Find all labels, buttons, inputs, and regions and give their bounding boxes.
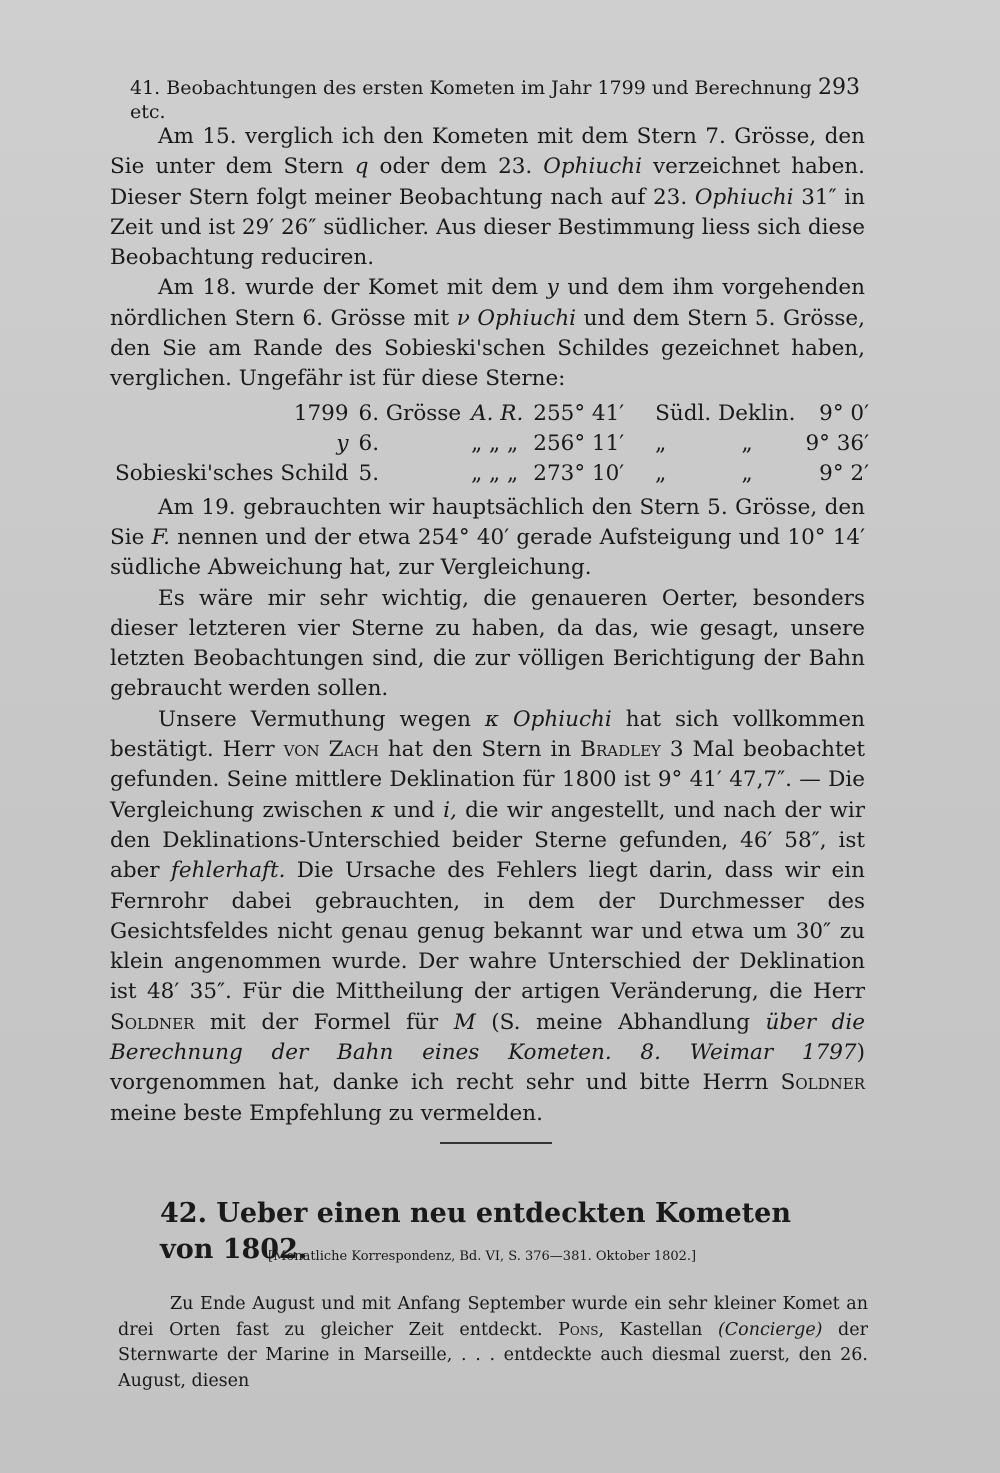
declination: 9° 0′	[819, 400, 869, 426]
person-name: Soldner	[780, 1070, 865, 1096]
text-run: mit der Formel für	[194, 1009, 454, 1035]
star-table	[110, 399, 874, 489]
ra-label: A. R.	[471, 400, 524, 426]
ra-label: „ „ „	[471, 460, 519, 486]
person-name: Pons	[558, 1319, 599, 1340]
text-run: verzeichnet haben. Dieser Stern folgt meiner Beobachtung nach auf 23.	[110, 154, 865, 210]
paragraph-1	[110, 122, 865, 273]
text-run: Unsere Vermuthung wegen	[158, 706, 485, 732]
paragraph-5	[110, 705, 865, 1129]
text-run: Am 18. wurde der Komet mit dem	[158, 275, 547, 301]
right-ascension: 255° 41′	[533, 400, 625, 426]
text-run: und dem Stern 5. Grösse, den Sie am Rande des Sobieski'schen Schildes gezeichnet haben, verglichen. Ungefähr ist für diese Sterne:	[110, 305, 865, 392]
text-run: κ Ophiuchi	[484, 706, 612, 732]
person-name: Bradley	[580, 737, 661, 763]
text-run: ν Ophiuchi	[456, 305, 577, 331]
text-run: Ophiuchi	[694, 184, 794, 210]
text-run: , Kastellan	[598, 1319, 718, 1340]
text-run: hat den Stern in	[378, 737, 581, 763]
text-run: (Concierge)	[717, 1319, 823, 1340]
text-run: 3 Mal beobachtet gefunden. Seine mittlere Deklination für 1800 ist 9° 41′ 47,7″. — Die Vergleichung zwischen	[110, 737, 866, 823]
text-run: q	[354, 154, 369, 180]
decl-label: „ „	[655, 460, 753, 486]
star-name: 1799	[293, 400, 349, 426]
text-run: fehlerhaft.	[170, 858, 286, 884]
text-run: der Sternwarte der Marine in Marseille, . . . entdeckte auch diesmal zuerst, den 26. August, diesen	[118, 1319, 868, 1391]
text-run: Am 19. gebrauchten wir hauptsächlich den Stern 5. Grösse, den Sie	[110, 494, 865, 550]
paragraph-4: Es wäre mir sehr wichtig, die genaueren Oerter, besonders dieser letzteren vier Sterne zu haben, da das, wie gesagt, unsere letzten Beobachtungen sind, die zur völligen Berichtigung der Bahn gebraucht werden sollen.	[110, 585, 865, 702]
table-row	[110, 399, 874, 429]
star-name: Sobieski'sches Schild	[115, 460, 349, 486]
table-row	[110, 459, 874, 489]
text-run: F.	[151, 524, 170, 550]
text-run: oder dem 23.	[368, 154, 544, 180]
section-title: 42. Ueber einen neu entdeckten Kometen von 1802.	[160, 1198, 791, 1265]
person-name: von Zach	[283, 737, 379, 763]
section-source: [Monatliche Korrespondenz, Bd. VI, S. 376—381. Oktober 1802.]	[268, 1249, 697, 1264]
declination: 9° 36′	[805, 430, 869, 456]
page-number: 293	[818, 75, 860, 100]
person-name: Soldner	[110, 1009, 195, 1035]
text-run: κ	[370, 797, 385, 823]
running-title: 41. Beobachtungen des ersten Kometen im Jahr 1799 und Berechnung etc.	[130, 77, 812, 123]
text-run: Ophiuchi	[543, 154, 642, 180]
text-run: über die Berechnung der Bahn eines Kometen. 8. Weimar 1797	[110, 1009, 866, 1066]
section-divider	[440, 1142, 552, 1144]
paragraph-2	[110, 273, 865, 394]
paragraph-3	[110, 493, 865, 584]
text-run: 31″ in Zeit und ist 29′ 26″ südlicher. Aus dieser Bestimmung liess sich diese Beobachtung reduciren.	[110, 184, 866, 271]
text-run: nennen und der etwa 254° 40′ gerade Aufsteigung und 10° 14′ südliche Abweichung hat, zur Vergleichung.	[110, 524, 865, 581]
declination: 9° 2′	[819, 460, 869, 486]
star-name: y	[336, 430, 349, 456]
paragraph-6	[118, 1292, 868, 1394]
right-ascension: 273° 10′	[533, 460, 625, 486]
decl-label: Südl. Deklin.	[655, 400, 796, 426]
text-run: meine beste Empfehlung zu vermelden.	[110, 1100, 543, 1126]
text-run: y	[546, 275, 559, 301]
section-body	[118, 1292, 868, 1394]
text-run: (S. meine Abhandlung	[475, 1009, 766, 1035]
right-ascension: 256° 11′	[533, 430, 625, 456]
decl-label: „ „	[655, 430, 753, 456]
text-run: i,	[443, 797, 457, 823]
running-header	[130, 76, 860, 124]
text-run: Zu Ende August und mit Anfang September wurde ein sehr kleiner Komet an drei Orten fast zu gleicher Zeit entdeckt.	[118, 1294, 868, 1340]
text-run: und dem ihm vorgehenden nördlichen Stern 6. Grösse mit	[110, 275, 865, 331]
text-run: und	[384, 797, 444, 823]
ra-label: „ „ „	[471, 430, 519, 456]
text-run: die wir angestellt, und nach der wir den Deklinations-Unterschied beider Sterne gefunden, 46′ 58″, ist aber	[110, 797, 866, 884]
text-run: ) vorgenommen hat, danke ich recht sehr und bitte Herrn	[110, 1040, 865, 1096]
star-magnitude: 6. Grösse	[358, 400, 462, 426]
text-run: M	[453, 1009, 476, 1035]
text-run: hat sich vollkommen bestätigt. Herr	[110, 706, 866, 763]
text-run: Die Ursache des Fehlers liegt darin, dass wir ein Fernrohr dabei gebrauchten, in dem der Durchmesser des Gesichtsfeldes nicht genau genug bekannt war und etwa um 30″ zu klein angenommen wurde. Der wahre Unterschied der Deklination ist 48′ 35″. Für die Mittheilung der artigen Veränderung, die Herr	[110, 858, 865, 1005]
table-row	[110, 429, 874, 459]
text-run: Am 15. verglich ich den Kometen mit dem Stern 7. Grösse, den Sie unter dem Stern	[110, 124, 865, 180]
star-magnitude: 6.	[358, 430, 380, 456]
star-magnitude: 5.	[358, 460, 380, 486]
body-text	[110, 122, 869, 1129]
